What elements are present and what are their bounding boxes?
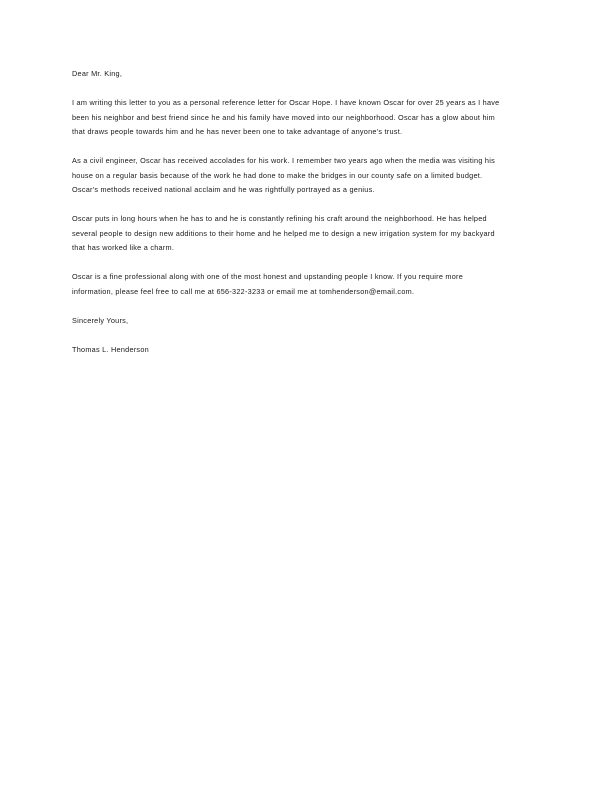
paragraph-1: I am writing this letter to you as a personal reference letter for Oscar Hope. I have known Oscar for over 25 years as I have been his neighbor and best friend since he and his family have moved into our neighborhood. Oscar has a glow about him that draws people towards him and he has never been one to take advantage of anyone's trust.: [72, 98, 500, 136]
signature-name: Thomas L. Henderson: [72, 344, 149, 354]
salutation: Dear Mr. King,: [72, 69, 123, 78]
paragraph-3: Oscar puts in long hours when he has to and he is constantly refining his craft around the neighborhood. He has helped several people to design new additions to their home and he helped me to design a new irrigation system for my backyard that has worked like a charm.: [72, 214, 495, 252]
letter-body: [72, 67, 540, 372]
closing: Sincerely Yours,: [72, 315, 129, 325]
paragraph-2: As a civil engineer, Oscar has received accolades for his work. I remember two years ago when the media was visiting his house on a regular basis because of the work he had done to make the bridges in our county safe on a limited budget. Oscar's methods received national acclaim and he was rightfully portrayed as a genius.: [72, 156, 495, 194]
paragraph-4: Oscar is a fine professional along with one of the most honest and upstanding people I know. If you require more information, please feel free to call me at 656-322-3233 or email me at tomhenderson@email.com.: [72, 272, 464, 296]
